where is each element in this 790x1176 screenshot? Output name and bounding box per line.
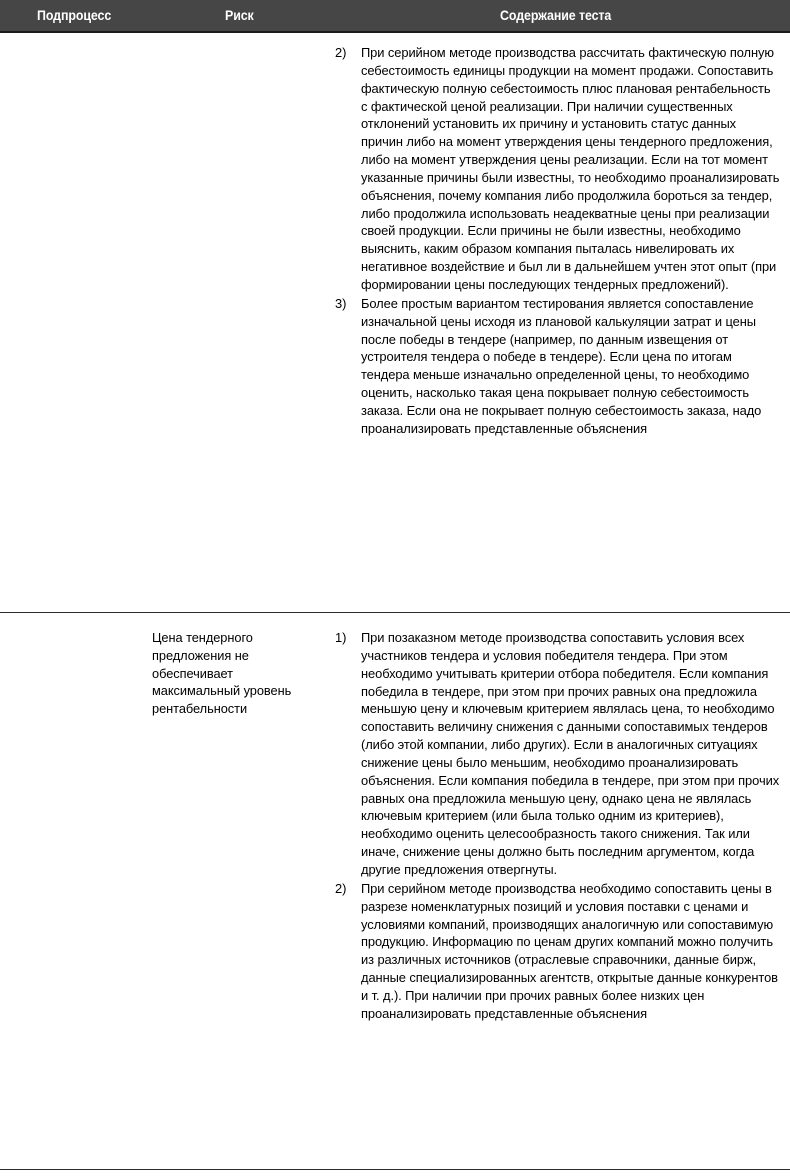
test-item-list [335,629,780,1023]
table-row [0,33,790,613]
list-item-text: При серийном методе производства необходимо сопоставить цены в разрезе номенклатурных позиций и условия поставки с ценами и условиями компаний, производящих аналогичную или сопоставимую продукцию. Информацию по ценам других компаний можно получить из различных источников (отраслевые справочники, данные бирж, данные специализированных агентств, открытые данные конкурентов и т. д.). При наличии при прочих равных более низких цен проанализировать представленные объяснения [361,880,778,1021]
list-item-marker: 1) [335,630,347,645]
list-item [335,44,780,294]
column-header-subprocess: Подпроцесс [37,8,112,23]
list-item [335,880,780,1023]
list-item-marker: 3) [335,295,347,311]
list-item-text: При позаказном методе производства сопоставить условия всех участников тендера и условия победителя тендера. При этом необходимо учитывать критерии отбора победителя. Если компания победила в тендере, при этом при прочих равных она предложила меньшую цену и ключевым критерием являлась цена, то необходимо сопоставить величину снижения с данными сопоставимых тендеров (либо этой компании, либо других). Если в аналогичных ситуациях снижение цены было меньшим, необходимо проанализировать объяснения. Если компания победила в тендере, при этом при прочих равных она предложила меньшую цену, однако цена не являлась ключевым критерием (или была только одним из критериев), необходимо оценить целесообразность такого снижения. Так или иначе, снижение цены должно быть последним аргументом, когда другие предложения отвергнуты. [361,630,780,877]
column-header-risk: Риск [225,8,254,23]
table-row [0,613,790,1170]
list-item-marker: 2) [335,880,347,896]
cell-test-content [335,629,780,1024]
column-header-test-content: Содержание теста [500,8,612,23]
list-item-text: Более простым вариантом тестирования является сопоставление изначальной цены исходя из плановой калькуляции затрат и цены после победы в тендере (например, по данным извещения от устроителя тендера о победе в тендере). Если цена по итогам тендера меньше изначально определенной цены, то необходимо оценить, насколько такая цена покрывает полную себестоимость заказа. Если она не покрывает полную себестоимость заказа, надо проанализировать представленные объяснения [361,295,762,436]
list-item [335,629,780,879]
test-item-list [335,44,780,438]
table-header [0,0,790,33]
list-item-text: При серийном методе производства рассчитать фактическую полную себестоимость единицы продукции на момент продажи. Сопоставить фактическую полную себестоимость плюс плановая рентабельность с фактической ценой реализации. При наличии существенных отклонений установить их причину и установить статус данных причин либо на момент утверждения цены тендерного предложения, либо на момент утверждения цены реализации. Если на тот момент указанные причины были известны, то необходимо проанализировать объяснения, почему компания либо продолжила бороться за тендер, либо продолжила использовать неадекватные цены при реализации своей продукции. Если причины не были известны, необходимо выяснить, каким образом компания пыталась нивелировать их негативное воздействие и был ли в дальнейшем учтен этот опыт (при формировании цены последующих тендерных предложений). [361,45,780,292]
table-body [0,33,790,1170]
cell-test-content [335,44,780,439]
list-item [335,295,780,438]
cell-risk: Цена тендерного предложения не обеспечивает максимальный уровень рентабельности [152,630,292,717]
list-item-marker: 2) [335,45,347,60]
